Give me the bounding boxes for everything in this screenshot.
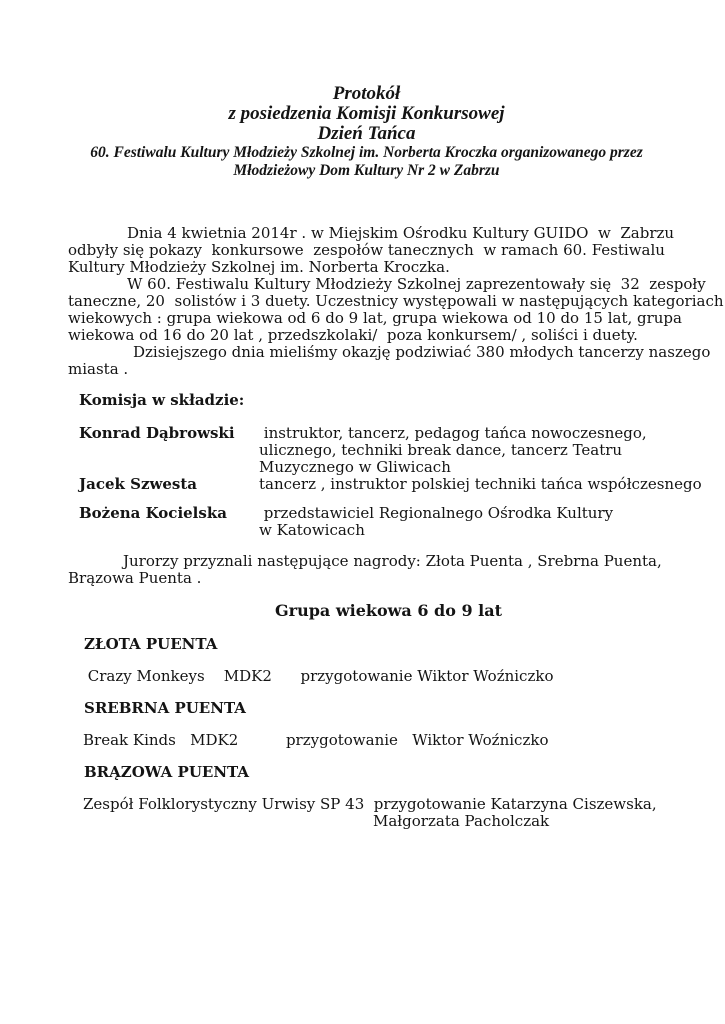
- paragraph-line: odbyły się pokazy konkursowe zespołów tanecznych w ramach 60. Festiwalu: [68, 241, 665, 259]
- paragraph-line: Dnia 4 kwietnia 2014r . w Miejskim Ośrodku Kultury GUIDO w Zabrzu: [127, 224, 675, 242]
- award-winner-line: Break Kinds MDK2 przygotowanie Wiktor Woźniczko: [83, 731, 549, 749]
- document-subtitle: [68, 144, 665, 179]
- intro-paragraphs: [68, 224, 724, 378]
- award-title-gold: ZŁOTA PUENTA: [84, 635, 218, 653]
- age-group-heading: Grupa wiekowa 6 do 9 lat: [274, 601, 503, 620]
- paragraph-line: miasta .: [68, 360, 129, 378]
- age-group-section: [68, 601, 665, 830]
- member-description: [259, 476, 702, 493]
- committee-member-row: [68, 425, 665, 476]
- award-winner-line: Crazy Monkeys MDK2 przygotowanie Wiktor Woźniczko: [83, 667, 554, 685]
- paragraph-line: taneczne, 20 solistów i 3 duety. Uczestnicy występowali w następujących kategoriach: [68, 292, 724, 310]
- paragraph-line: wiekowa od 16 do 20 lat , przedszkolaki/ poza konkursem/ , soliści i duety.: [68, 326, 638, 344]
- member-description-line: Muzycznego w Gliwicach: [259, 458, 451, 476]
- paragraph-line: Dzisiejszego dnia mieliśmy okazję podziwiać 380 młodych tancerzy naszego: [133, 343, 711, 361]
- paragraph-line: Brązowa Puenta .: [68, 569, 202, 587]
- member-name: Konrad Dąbrowski: [79, 424, 235, 442]
- paragraph-line: wiekowych : grupa wiekowa od 6 do 9 lat, grupa wiekowa od 10 do 15 lat, grupa: [68, 309, 682, 327]
- committee-heading: Komisja w składzie:: [79, 391, 245, 409]
- award-winner-line-continued: Małgorzata Pacholczak: [373, 812, 550, 830]
- title-line: z posiedzenia Komisji Konkursowej: [228, 103, 505, 124]
- paragraph-line: Kultury Młodzieży Szkolnej im. Norberta Kroczka.: [68, 258, 450, 276]
- jury-awards-paragraph: [68, 553, 665, 587]
- committee-member-row: [68, 505, 665, 539]
- award-title-silver: SREBRNA PUENTA: [84, 699, 246, 717]
- award-winner-line: Zespół Folklorystyczny Urwisy SP 43 przygotowanie Katarzyna Ciszewska,: [83, 795, 657, 813]
- committee-member-row: [68, 475, 702, 493]
- member-description-line: ulicznego, techniki break dance, tancerz Teatru: [259, 441, 623, 459]
- title-line: Protokół: [332, 83, 401, 104]
- paragraph-line: W 60. Festiwalu Kultury Młodzieży Szkolnej zaprezentowały się 32 zespoły: [127, 275, 706, 293]
- subtitle-line: 60. Festiwalu Kultury Młodzieży Szkolnej im. Norberta Kroczka organizowanego przez: [90, 144, 643, 161]
- member-name: Jacek Szwesta: [79, 475, 198, 493]
- title-line: Dzień Tańca: [317, 123, 416, 144]
- member-description: [259, 505, 613, 539]
- paragraph-line: Jurorzy przyznali następujące nagrody: Złota Puenta , Srebrna Puenta,: [123, 552, 662, 570]
- document-header: [68, 84, 665, 179]
- member-description-line: instruktor, tancerz, pedagog tańca nowoczesnego,: [259, 424, 647, 442]
- member-description-line: przedstawiciel Regionalnego Ośrodka Kultury: [259, 504, 614, 522]
- committee-section: [68, 391, 702, 539]
- document-title: [68, 84, 665, 144]
- member-description: [259, 425, 647, 476]
- subtitle-line: Młodzieżowy Dom Kultury Nr 2 w Zabrzu: [233, 161, 500, 179]
- member-description-line: tancerz , instruktor polskiej techniki tańca współczesnego: [259, 475, 702, 493]
- award-title-bronze: BRĄZOWA PUENTA: [84, 763, 250, 781]
- member-description-line: w Katowicach: [259, 521, 365, 539]
- member-name: Bożena Kocielska: [79, 504, 227, 522]
